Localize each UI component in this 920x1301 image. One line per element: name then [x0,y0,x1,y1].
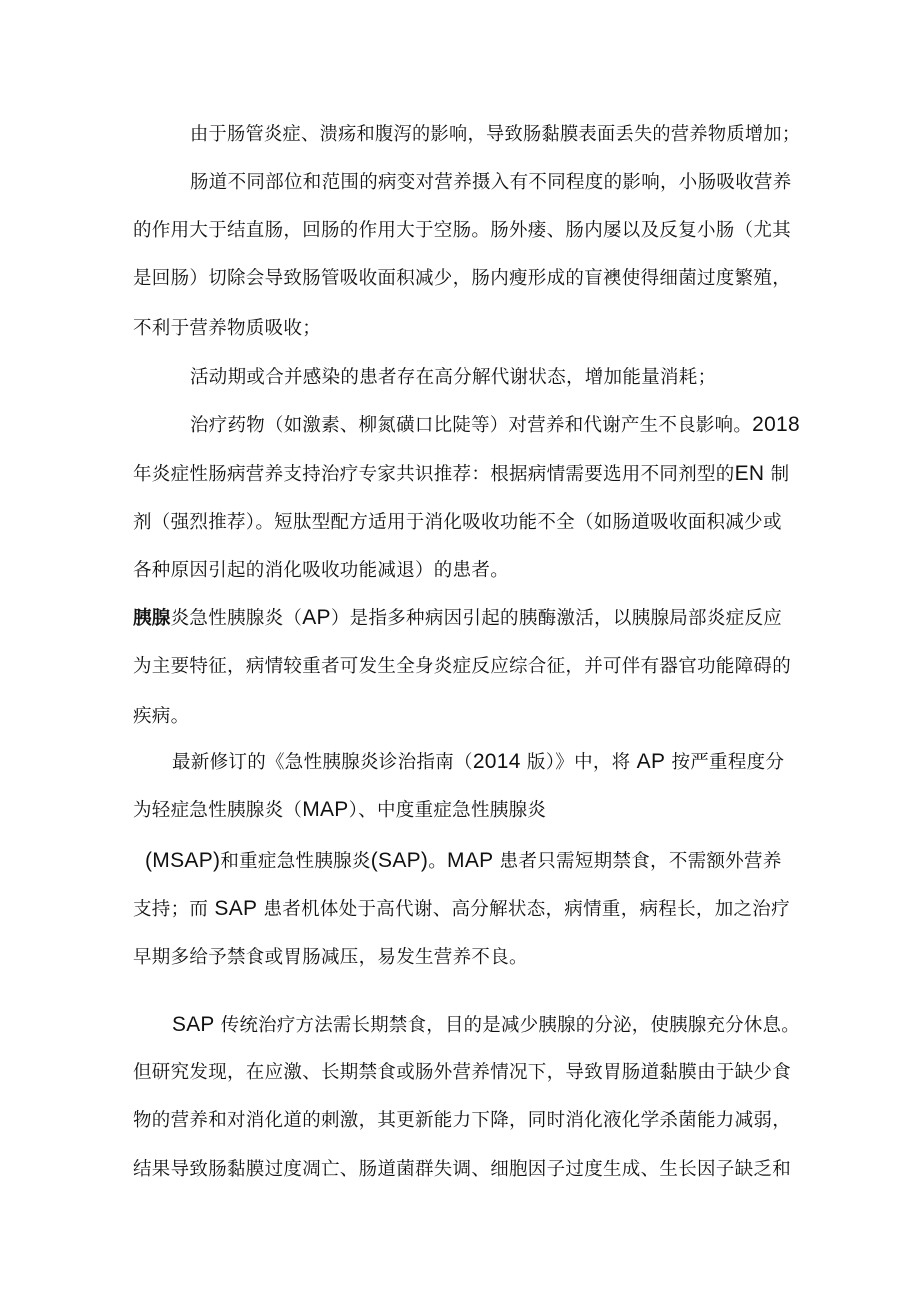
year-2014: 2014 [472,750,521,773]
text-line [133,897,790,922]
text-run: 患者只需短期禁食，不需额外营养 [493,851,782,872]
text-line [133,606,782,631]
abbr-sap: (SAP) [370,849,429,872]
text-run: ）是指多种病因引起的胰酶激活，以胰腺局部炎症反应 [330,608,783,629]
text-run: 年炎症性肠病营养支持治疗专家共识推荐：根据病情需要选用不同剂型的 [133,464,735,485]
text-line: 由于肠管炎症、溃疡和腹泻的影响，导致肠黏膜表面丢失的营养物质增加； [190,124,801,145]
text-run: 支持；而 [133,899,215,920]
abbr-sap: SAP [214,897,258,920]
section-keyword: 胰腺 [133,608,171,629]
text-run: 制 [764,464,790,485]
text-line: 不利于营养物质吸收； [133,318,322,339]
abbr-map: MAP [302,798,349,821]
text-line: 但研究发现，在应激、长期禁食或肠外营养情况下，导致胃肠道黏膜由于缺少食 [133,1062,792,1083]
abbr-map: MAP [447,849,494,872]
text-line: 各种原因引起的消化吸收功能减退）的患者。 [133,560,510,581]
text-line: 为主要特征，病情较重者可发生全身炎症反应综合征，并可伴有器官功能障碍的 [133,656,792,677]
text-run: 按严重程度分 [665,752,785,773]
text-run: 炎急性胰腺炎（ [170,608,303,629]
text-run: 版）》中，将 [520,752,637,773]
text-line: 是回肠）切除会导致肠管吸收面积减少，肠内瘦形成的盲襖使得细菌过度繁殖， [133,268,792,289]
text-line: 肠道不同部位和范围的病变对营养摄入有不同程度的影响，小肠吸收营养 [190,172,792,193]
abbr-ap: AP [636,750,666,773]
text-line [145,849,782,874]
text-run: 传统治疗方法需长期禁食，目的是减少胰腺的分泌，使胰腺充分休息。 [214,1015,800,1036]
text-line [172,1013,800,1038]
text-line: 早期多给予禁食或胃肠减压，易发生营养不良。 [133,947,528,968]
text-run: 为轻症急性胰腺炎（ [133,800,303,821]
abbr-msap: (MSAP) [145,849,221,872]
text-line: 的作用大于结直肠，回肠的作用大于空肠。肠外瘘、肠内屡以及反复小肠（尤其 [133,220,792,241]
text-line [133,462,789,487]
text-run: 和重症急性胰腺炎 [220,851,371,872]
abbr-ap: AP [302,606,331,629]
text-run: 患者机体处于高代谢、高分解状态，病情重，病程长，加之治疗 [257,899,790,920]
text-line: 结果导致肠黏膜过度凋亡、肠道菌群失调、细胞因子过度生成、生长因子缺乏和 [133,1159,792,1180]
text-line: 疾病。 [133,706,190,727]
text-line [133,798,546,823]
text-line: 活动期或合并感染的患者存在高分解代谢状态，增加能量消耗； [190,367,717,388]
text-run: 治疗药物（如激素、柳氮磺口比陡等）对营养和代谢产生不良影响。 [190,415,753,436]
text-run: 。 [428,851,448,872]
abbr-sap: SAP [172,1013,215,1036]
text-line: 剂（强烈推荐）。短肽型配方适用于消化吸收功能不全（如肠道吸收面积减少或 [133,512,782,533]
text-run: 最新修订的《急性胰腺炎诊治指南（ [172,752,473,773]
text-run: ）、中度重症急性胰腺炎 [348,800,547,821]
text-line: 物的营养和对消化道的刺激，其更新能力下降，同时消化液化学杀菌能力减弱， [133,1110,792,1131]
year-2018: 2018 [752,413,800,436]
text-line [190,413,800,438]
text-line [172,750,784,775]
abbr-en: EN [734,462,765,485]
